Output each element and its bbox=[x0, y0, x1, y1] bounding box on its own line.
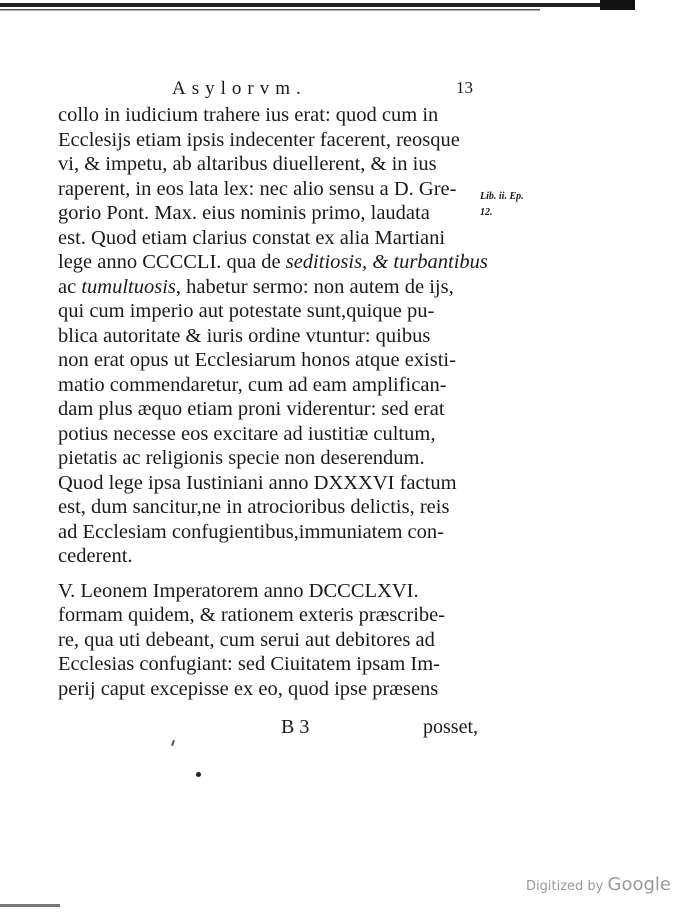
text-line: non erat opus ut Ecclesiarum honos atque existi- bbox=[58, 349, 456, 371]
text-segment: lege anno CCCCLI. qua de bbox=[58, 251, 286, 273]
text-line: est, dum sancitur,ne in atrocioribus delictis, reis bbox=[58, 496, 450, 518]
text-line: blica autoritate & iuris ordine vtuntur: quibus bbox=[58, 324, 431, 347]
text-line: vi, & impetu, ab altaribus diuellerent, & in ius bbox=[58, 153, 437, 175]
page-number: 13 bbox=[456, 78, 473, 97]
margin-note-line: 12. bbox=[480, 207, 493, 218]
text-line: pietatis ac religionis specie non deserendum. bbox=[58, 447, 425, 469]
running-title: Asylorvm. bbox=[172, 78, 307, 99]
text-line: dam plus æquo etiam proni viderentur: sed erat bbox=[58, 398, 445, 420]
text-line: raperent, in eos lata lex: nec alio sensu a D. Gre- bbox=[58, 177, 457, 200]
text-line: Quod lege ipsa Iustiniani anno DXXXVI factum bbox=[58, 471, 457, 494]
italic-segment: tumultuosis bbox=[81, 275, 176, 298]
margin-note bbox=[480, 189, 524, 221]
text-segment: , habetur sermo: non autem de ijs, bbox=[175, 275, 454, 298]
digitized-watermark bbox=[526, 874, 671, 895]
text-line: ad Ecclesiam confugientibus,immuniatem con- bbox=[58, 520, 444, 543]
text-line: est. Quod etiam clarius constat ex alia Martiani bbox=[58, 226, 446, 249]
page-footer bbox=[58, 716, 478, 742]
ink-mark bbox=[171, 740, 175, 746]
margin-note-line: Lib. ii. Ep. bbox=[480, 191, 524, 202]
text-line: re, qua uti debeant, cum serui aut debitores ad bbox=[58, 628, 435, 651]
text-line: qui cum imperio aut potestate sunt,quique pu- bbox=[58, 300, 435, 322]
text-line: potius necesse eos excitare ad iustitiæ cultum, bbox=[58, 422, 436, 445]
page-header bbox=[152, 78, 477, 106]
catchword: posset, bbox=[423, 716, 478, 738]
text-line: collo in iudicium trahere ius erat: quod cum in bbox=[58, 104, 439, 126]
signature-mark: B 3 bbox=[281, 716, 310, 738]
text-line bbox=[58, 250, 488, 275]
top-border-rule bbox=[0, 0, 685, 14]
text-line: matio commendaretur, cum ad eam amplifican- bbox=[58, 373, 447, 396]
text-line: perij caput excepisse ex eo, quod ipse præsens bbox=[58, 677, 439, 700]
text-line: Ecclesias confugiant: sed Ciuitatem ipsam Im- bbox=[58, 653, 440, 675]
text-line: V. Leonem Imperatorem anno DCCCLXVI. bbox=[58, 579, 419, 602]
italic-segment: seditiosis, & turbantibus bbox=[285, 251, 488, 273]
text-line bbox=[58, 275, 478, 300]
ink-dot bbox=[196, 772, 201, 777]
watermark-prefix: Digitized by bbox=[526, 879, 604, 894]
text-segment: ac bbox=[58, 275, 82, 298]
text-line: gorio Pont. Max. eius nominis primo, laudata bbox=[58, 202, 430, 224]
bottom-edge-mark bbox=[0, 904, 60, 907]
google-logo: Google bbox=[607, 874, 671, 895]
text-line: formam quidem, & rationem exteris præscribe- bbox=[58, 604, 446, 626]
text-line: cederent. bbox=[58, 545, 133, 567]
text-line: Ecclesijs etiam ipsis indecenter facerent, reosque bbox=[58, 128, 460, 151]
